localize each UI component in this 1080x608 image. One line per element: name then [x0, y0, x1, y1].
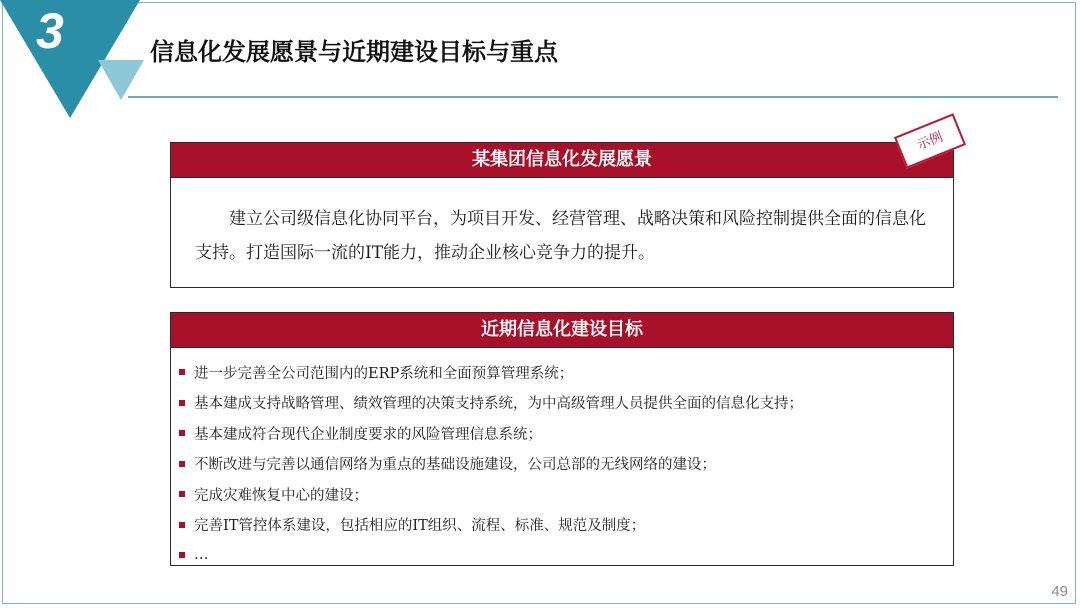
- square-bullet-icon: [179, 461, 185, 467]
- goal-text: 基本建成支持战略管理、绩效管理的决策支持系统，为中高级管理人员提供全面的信息化支持；: [194, 396, 803, 413]
- goal-text: 完成灾难恢复中心的建设；: [194, 487, 368, 504]
- title-divider: [128, 96, 1058, 98]
- example-stamp: 示例: [894, 113, 966, 168]
- goal-text: …: [194, 547, 209, 564]
- goal-item: [179, 449, 953, 480]
- goal-item: [179, 540, 953, 571]
- square-bullet-icon: [179, 522, 185, 528]
- goal-item: [179, 479, 953, 510]
- light-teal-triangle: [98, 60, 144, 100]
- goals-list: [171, 348, 953, 571]
- vision-box: [170, 142, 954, 288]
- goal-text: 进一步完善全公司范围内的ERP系统和全面预算管理系统；: [194, 365, 574, 382]
- square-bullet-icon: [179, 369, 185, 375]
- square-bullet-icon: [179, 400, 185, 406]
- goals-box: [170, 312, 954, 566]
- goal-text: 完善IT管控体系建设，包括相应的IT组织、流程、标准、规范及制度；: [194, 518, 646, 535]
- goal-text: 基本建成符合现代企业制度要求的风险管理信息系统；: [194, 426, 542, 443]
- goal-item: [179, 510, 953, 541]
- slide-title: 信息化发展愿景与近期建设目标与重点: [150, 38, 558, 66]
- vision-body: 建立公司级信息化协同平台，为项目开发、经营管理、战略决策和风险控制提供全面的信息化支持。打造国际一流的IT能力，推动企业核心竞争力的提升。: [195, 209, 926, 263]
- square-bullet-icon: [179, 552, 185, 558]
- goal-item: [179, 388, 953, 419]
- vision-heading: 某集团信息化发展愿景: [171, 143, 953, 178]
- goal-item: [179, 357, 953, 388]
- square-bullet-icon: [179, 491, 185, 497]
- goal-item: [179, 418, 953, 449]
- page-number: 49: [1051, 583, 1068, 600]
- goal-text: 不断改进与完善以通信网络为重点的基础设施建设，公司总部的无线网络的建设；: [194, 457, 716, 474]
- goals-heading: 近期信息化建设目标: [171, 313, 953, 348]
- section-number: 3: [36, 3, 64, 59]
- square-bullet-icon: [179, 430, 185, 436]
